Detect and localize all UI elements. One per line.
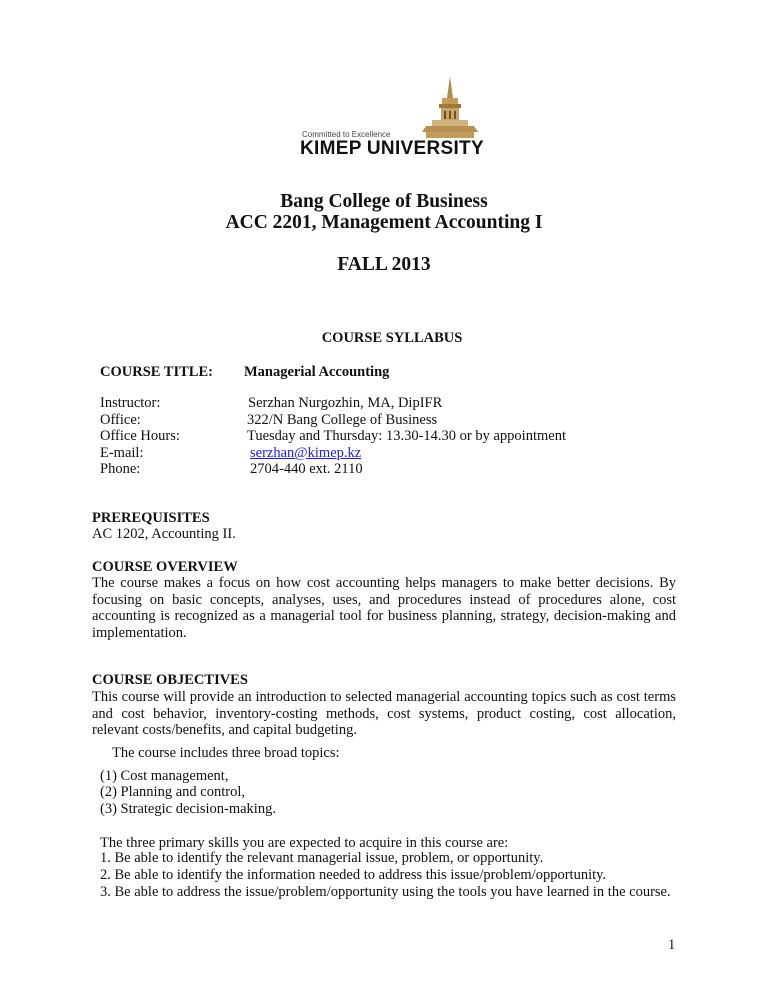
logo-name: KIMEP UNIVERSITY bbox=[300, 138, 484, 159]
course-title-label: COURSE TITLE: bbox=[100, 364, 213, 380]
skill-item: 2. Be able to identify the information needed to address this issue/problem/opportunity. bbox=[100, 867, 607, 883]
logo-tagline: Committed to Excellence bbox=[302, 130, 391, 139]
email-label: E-mail: bbox=[100, 445, 144, 461]
phone-label: Phone: bbox=[100, 461, 141, 477]
topic-item: (3) Strategic decision-making. bbox=[100, 801, 276, 817]
skill-item: 1. Be able to identify the relevant managerial issue, problem, or opportunity. bbox=[100, 850, 544, 866]
college-title: Bang College of Business bbox=[280, 191, 488, 212]
office-value: 322/N Bang College of Business bbox=[247, 412, 438, 428]
topic-item: (2) Planning and control, bbox=[100, 784, 245, 800]
instructor-value: Serzhan Nurgozhin, MA, DipIFR bbox=[248, 395, 443, 411]
course-title-value: Managerial Accounting bbox=[244, 364, 390, 380]
objectives-text: This course will provide an introduction to selected managerial accounting topics such as cost terms and cost behavior, inventory-costing methods, cost systems, product costing, cost allocation, relevant costs/benefits, and capital budgeting. bbox=[92, 689, 676, 738]
topics-intro: The course includes three broad topics: bbox=[112, 745, 340, 761]
overview-text: The course makes a focus on how cost accounting helps managers to make better decisions. By focusing on basic concepts, analyses, uses, and procedures instead of procedures alone, cost accounting is recognized as a managerial tool for business planning, strategy, decision-making and implementation. bbox=[92, 575, 676, 641]
email-link[interactable]: serzhan@kimep.kz bbox=[250, 445, 362, 461]
skills-intro: The three primary skills you are expected to acquire in this course are: bbox=[100, 835, 509, 851]
kimep-logo bbox=[300, 76, 484, 160]
skill-item: 3. Be able to address the issue/problem/opportunity using the tools you have learned in the course. bbox=[100, 884, 671, 900]
topic-item: (1) Cost management, bbox=[100, 768, 229, 784]
office-label: Office: bbox=[100, 412, 141, 428]
page-number: 1 bbox=[668, 937, 676, 953]
syllabus-heading: COURSE SYLLABUS bbox=[321, 330, 463, 346]
term-heading: FALL 2013 bbox=[337, 254, 431, 275]
instructor-label: Instructor: bbox=[100, 395, 161, 411]
tower-icon bbox=[422, 76, 478, 138]
phone-value: 2704-440 ext. 2110 bbox=[250, 461, 363, 477]
prerequisites-heading: PREREQUISITES bbox=[92, 510, 210, 526]
overview-heading: COURSE OVERVIEW bbox=[92, 559, 238, 575]
objectives-heading: COURSE OBJECTIVES bbox=[92, 672, 248, 688]
office-hours-value: Tuesday and Thursday: 13.30-14.30 or by appointment bbox=[247, 428, 566, 444]
office-hours-label: Office Hours: bbox=[100, 428, 180, 444]
prerequisites-text: AC 1202, Accounting II. bbox=[92, 526, 236, 542]
course-heading: ACC 2201, Management Accounting I bbox=[225, 212, 543, 233]
